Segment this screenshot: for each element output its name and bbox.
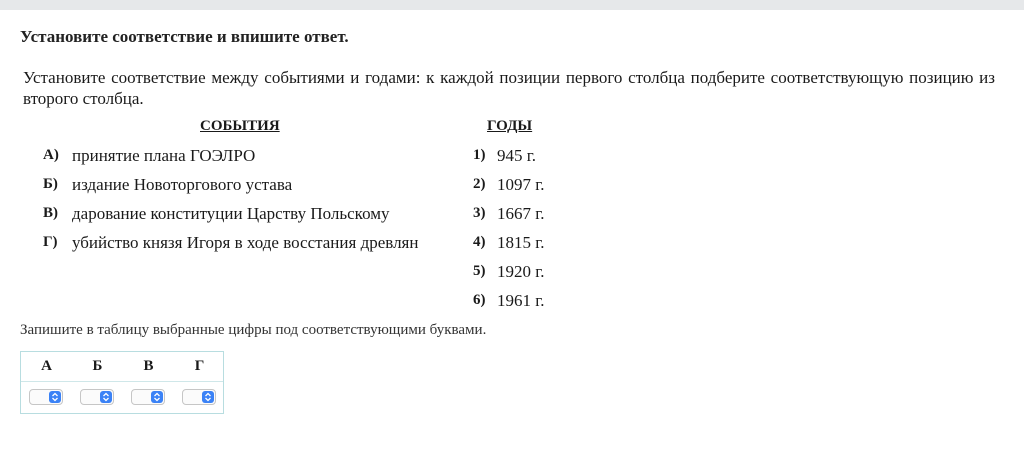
task-title: Установите соответствие и впишите ответ. [20,27,349,46]
chevron-up-down-icon [49,391,61,403]
answer-letter-b: Б [92,358,103,374]
years-column-header: ГОДЫ [487,118,533,134]
answer-select-b[interactable] [80,389,114,405]
answer-select-v[interactable] [131,389,165,405]
events-column-header: СОБЫТИЯ [200,118,280,134]
answer-instruction: Запишите в таблицу выбранные цифры под соответствующими буквами. [20,322,487,338]
event-text: издание Новоторгового устава [72,175,293,194]
year-number: 1) [473,147,486,163]
year-number: 4) [473,234,486,250]
year-text: 1961 г. [497,291,545,310]
event-text: принятие плана ГОЭЛРО [72,146,256,165]
top-bar [0,0,1024,10]
year-text: 1097 г. [497,175,545,194]
event-letter: В) [43,205,58,221]
event-text: убийство князя Игоря в ходе восстания древлян [72,233,419,252]
year-number: 2) [473,176,486,192]
year-number: 5) [473,263,486,279]
event-letter: А) [43,147,59,163]
answer-letter-g: Г [194,358,205,374]
answer-select-g[interactable] [182,389,216,405]
answer-select-a[interactable] [29,389,63,405]
chevron-up-down-icon [151,391,163,403]
year-text: 1920 г. [497,262,545,281]
answer-letter-v: В [143,358,154,374]
year-number: 6) [473,292,486,308]
answer-table-header [21,352,223,382]
task-instructions: Установите соответствие между событиями и годами: к каждой позиции первого столбца подберите соответствующую позицию из второго столбца. [23,68,995,108]
chevron-up-down-icon [100,391,112,403]
event-letter: Б) [43,176,58,192]
event-letter: Г) [43,234,58,250]
answer-letter-a: А [41,358,52,374]
year-text: 1667 г. [497,204,545,223]
year-text: 1815 г. [497,233,545,252]
year-number: 3) [473,205,486,221]
year-text: 945 г. [497,146,537,165]
chevron-up-down-icon [202,391,214,403]
answer-table [20,351,224,414]
event-text: дарование конституции Царству Польскому [72,204,390,223]
